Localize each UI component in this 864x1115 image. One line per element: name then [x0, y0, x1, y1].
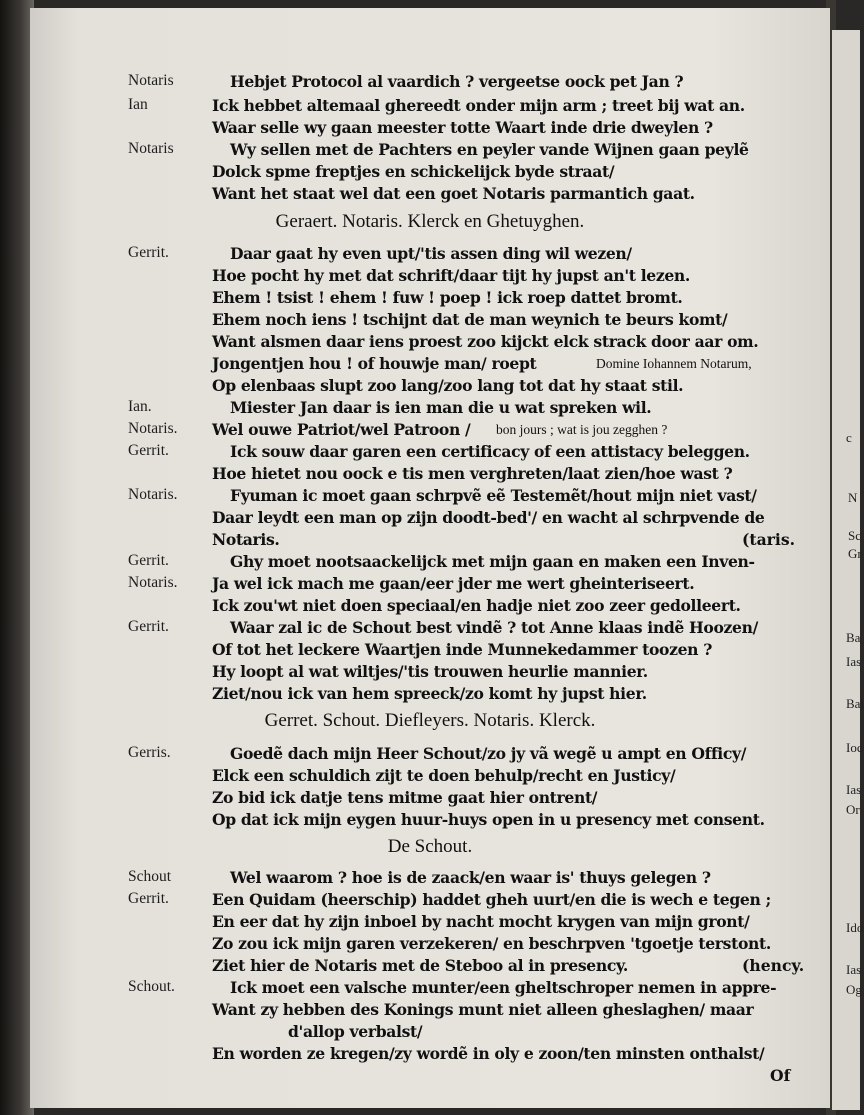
dialogue-line	[30, 398, 830, 422]
dialogue-line	[30, 420, 830, 444]
line-text: Hoe pocht hy met dat schrift/daar tijt hy jupst an't lezen.	[212, 266, 690, 285]
line-text: Hebjet Protocol al vaardich ? vergeetse oock pet Jan ?	[230, 72, 684, 91]
dialogue-line	[30, 684, 830, 708]
speaker-label: Ian	[128, 96, 148, 113]
line-text: Een Quidam (heerschip) haddet gheh uurt/en die is wech e tegen ;	[212, 890, 771, 909]
dialogue-line	[30, 118, 830, 142]
book-spine	[0, 0, 34, 1115]
line-text: Ehem noch iens ! tschijnt dat de man weynich te beurs komt/	[212, 310, 728, 329]
dialogue-line	[30, 266, 830, 290]
dialogue-line	[30, 184, 830, 208]
line-text: Dolck spme freptjes en schickelijck byde straat/	[212, 162, 615, 181]
dialogue-line	[30, 978, 830, 1002]
line-text: Zo zou ick mijn garen verzekeren/ en beschrpven 'tgoetje terstont.	[212, 934, 771, 953]
line-text: d'allop verbalst/	[288, 1022, 423, 1041]
line-text: Zo bid ick datje tens mitme gaat hier ontrent/	[212, 788, 598, 807]
speaker-label: Gerrit.	[128, 244, 169, 261]
speaker-label: Notaris.	[128, 574, 178, 591]
line-text: Ja wel ick mach me gaan/eer jder me wert gheinteriseert.	[212, 574, 695, 593]
speaker-label: Gerrit.	[128, 890, 169, 907]
dialogue-line	[30, 332, 830, 356]
line-text: Of tot het leckere Waartjen inde Munnekedammer toozen ?	[212, 640, 713, 659]
right-continuation: (hency.	[742, 956, 805, 975]
line-text: Waar zal ic de Schout best vindẽ ? tot Anne klaas indẽ Hoozen/	[230, 618, 758, 637]
line-text: Daar leydt een man op zijn doodt-bed'/ en wacht al schrpvende de	[212, 508, 765, 527]
dialogue-line	[30, 552, 830, 576]
line-text: Wel waarom ? hoe is de zaack/en waar is' thuys gelegen ?	[230, 868, 711, 887]
edge-fragment: Gr	[848, 546, 862, 561]
speaker-label: Notaris	[128, 72, 174, 89]
dialogue-line	[30, 810, 830, 834]
line-text: Want alsmen daar iens proest zoo kijckt elck strack door aar om.	[212, 332, 759, 351]
dialogue-line	[30, 486, 830, 510]
dialogue-line	[30, 1000, 830, 1024]
line-text: Ghy moet nootsaackelijck met mijn gaan en maken een Inven-	[230, 552, 755, 571]
dialogue-line	[30, 574, 830, 598]
dialogue-line	[30, 140, 830, 164]
edge-fragment: Or	[846, 802, 860, 817]
dialogue-line	[30, 288, 830, 312]
dialogue-line	[30, 508, 830, 532]
edge-fragment: Bal	[846, 696, 864, 711]
edge-fragment: Ias	[846, 782, 862, 797]
line-text: Elck een schuldich zijt te doen behulp/recht en Justicy/	[212, 766, 676, 785]
line-text: Ick souw daar garen een certificacy of een attistacy beleggen.	[230, 442, 750, 461]
dialogue-line	[30, 868, 830, 892]
line-text: Op elenbaas slupt zoo lang/zoo lang tot dat hy staat stil.	[212, 376, 684, 395]
line-text: Notaris.	[212, 530, 280, 549]
speaker-label: Ian.	[128, 398, 152, 415]
dialogue-line	[30, 310, 830, 334]
line-text: En eer dat hy zijn inboel by nacht mocht krygen van mijn gront/	[212, 912, 750, 931]
line-text: Ick moet een valsche munter/een gheltschroper nemen in appre-	[230, 978, 777, 997]
line-text: Op dat ick mijn eygen huur-huys open in u presency met consent.	[212, 810, 765, 829]
speaker-label: Gerrit.	[128, 442, 169, 459]
line-text: Ziet/nou ick van hem spreeck/zo komt hy jupst hier.	[212, 684, 647, 703]
line-text: Waar selle wy gaan meester totte Waart inde drie dweylen ?	[212, 118, 713, 137]
edge-fragment: Ba	[846, 630, 861, 645]
speaker-label: Notaris	[128, 140, 174, 157]
book-page	[30, 8, 830, 1108]
line-text: Fyuman ic moet gaan schrpvẽ eẽ Testemẽt/hout mijn niet vast/	[230, 486, 757, 505]
line-text: Ehem ! tsist ! ehem ! fuw ! poep ! ick roep dattet bromt.	[212, 288, 683, 307]
edge-fragment: Ioc	[846, 740, 863, 755]
edge-fragment: c	[846, 430, 852, 445]
edge-fragment: Sc	[848, 528, 861, 543]
dialogue-line	[30, 618, 830, 642]
edge-fragment: N	[848, 490, 858, 505]
dialogue-line	[30, 442, 830, 466]
line-text: En worden ze kregen/zy wordẽ in oly e zoon/ten minsten onthalst/	[212, 1044, 765, 1063]
scene-heading: De Schout.	[387, 836, 473, 857]
dialogue-line	[30, 596, 830, 620]
edge-fragment: Ias	[846, 962, 862, 977]
line-text: Wel ouwe Patriot/wel Patroon /	[212, 420, 471, 439]
line-text: Ick hebbet altemaal ghereedt onder mijn arm ; treet bij wat an.	[212, 96, 745, 115]
line-text: Daar gaat hy even upt/'tis assen ding wil wezen/	[230, 244, 632, 263]
line-text: Goedẽ dach mijn Heer Schout/zo jy vã wegẽ u ampt en Officy/	[230, 744, 747, 763]
dialogue-line	[30, 530, 830, 554]
speaker-label: Notaris.	[128, 486, 178, 503]
dialogue-line	[30, 956, 830, 980]
edge-fragment: Ido	[846, 920, 864, 935]
line-text: Ziet hier de Notaris met de Steboo al in presency.	[212, 956, 628, 975]
line-text: Jongentjen hou ! of houwje man/ roept	[212, 354, 537, 373]
dialogue-line	[30, 788, 830, 812]
line-text: Want het staat wel dat een goet Notaris parmantich gaat.	[212, 184, 695, 203]
dialogue-line	[30, 354, 830, 378]
dialogue-line	[30, 934, 830, 958]
edge-fragment: Ias	[846, 654, 862, 669]
line-text: Want zy hebben des Konings munt niet alleen gheslaghen/ maar	[212, 1000, 754, 1019]
dialogue-line	[30, 640, 830, 664]
dialogue-line	[30, 464, 830, 488]
dialogue-line	[30, 244, 830, 268]
line-text: Hoe hietet nou oock e tis men verghreten/laat zien/hoe wast ?	[212, 464, 733, 483]
dialogue-line	[30, 766, 830, 790]
speaker-label: Gerrit.	[128, 552, 169, 569]
dialogue-line	[30, 376, 830, 400]
dialogue-line	[30, 162, 830, 186]
dialogue-line	[30, 912, 830, 936]
scene-heading: Gerret. Schout. Diefleyers. Notaris. Klerck.	[264, 710, 596, 731]
catchword: Of	[770, 1066, 791, 1085]
scene-heading: Geraert. Notaris. Klerck en Ghetuyghen.	[275, 211, 585, 232]
dialogue-line	[30, 72, 830, 96]
dialogue-line	[30, 890, 830, 914]
dialogue-line	[30, 662, 830, 686]
line-text: Hy loopt al wat wiltjes/'tis trouwen heurlie mannier.	[212, 662, 648, 681]
line-text: Wy sellen met de Pachters en peyler vande Wijnen gaan peylẽ	[230, 140, 749, 159]
edge-fragment: Og	[846, 982, 862, 997]
speaker-label: Notaris.	[128, 420, 178, 437]
speaker-label: Schout	[128, 868, 172, 885]
dialogue-line	[30, 1022, 830, 1046]
speaker-label: Schout.	[128, 978, 175, 995]
line-text: Ick zou'wt niet doen speciaal/en hadje niet zoo zeer gedolleert.	[212, 596, 741, 615]
speaker-label: Gerrit.	[128, 618, 169, 635]
aside-domine: Domine Iohannem Notarum,	[596, 356, 752, 371]
right-continuation: (taris.	[742, 530, 796, 549]
dialogue-line	[30, 96, 830, 120]
line-text: Miester Jan daar is ien man die u wat spreken wil.	[230, 398, 652, 417]
dialogue-line	[30, 744, 830, 768]
dialogue-line	[30, 1044, 830, 1068]
aside-bonjours: bon jours ; wat is jou zegghen ?	[496, 422, 668, 437]
catchword-line	[30, 1066, 830, 1090]
speaker-label: Gerris.	[128, 744, 171, 761]
next-page-edge	[832, 30, 864, 1110]
